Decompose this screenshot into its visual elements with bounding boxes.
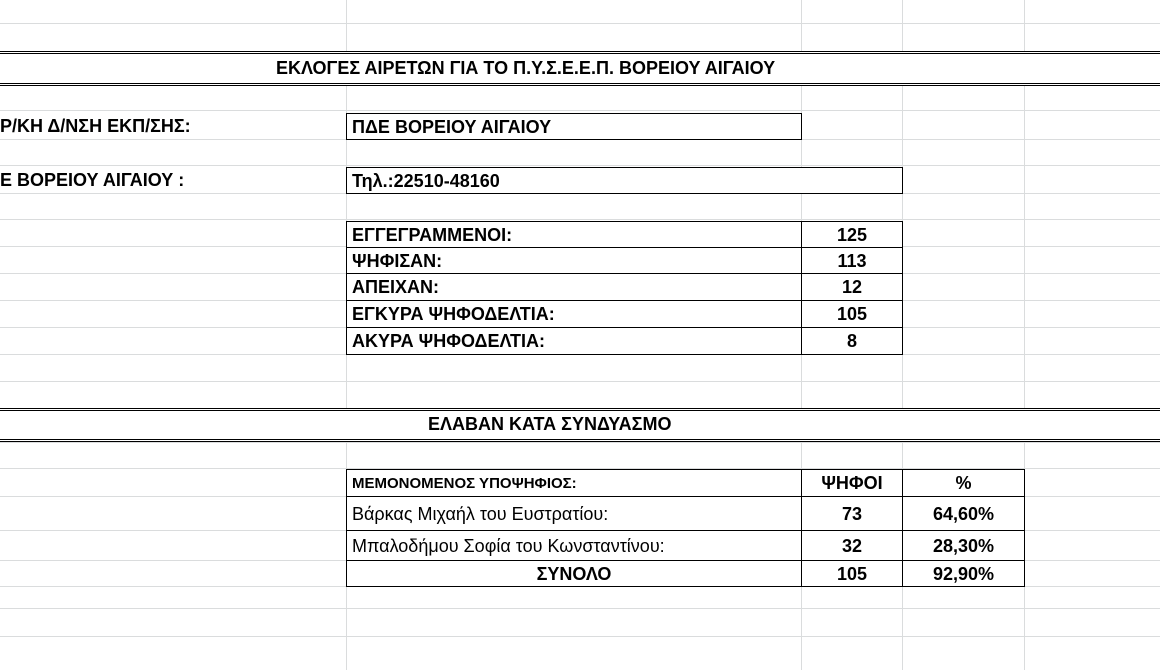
- stat-label-invalid[interactable]: ΑΚΥΡΑ ΨΗΦΟΔΕΛΤΙΑ:: [346, 327, 802, 355]
- gridline: [0, 442, 1160, 443]
- result-row-name[interactable]: Μπαλοδήμου Σοφία του Κωνσταντίνου:: [346, 530, 802, 561]
- gridline: [0, 165, 1160, 166]
- result-row-percent[interactable]: 28,30%: [902, 530, 1025, 561]
- stat-label-registered[interactable]: ΕΓΓΕΓΡΑΜΜΕΝΟΙ:: [346, 221, 802, 248]
- gridline: [0, 608, 1160, 609]
- sheet-title[interactable]: ΕΚΛΟΓΕΣ ΑΙΡΕΤΩΝ ΓΙΑ ΤΟ Π.Υ.Σ.Ε.Ε.Π. ΒΟΡΕΙΟΥ ΑΙΓΑΙΟΥ: [276, 58, 776, 78]
- result-row-percent[interactable]: 64,60%: [902, 496, 1025, 531]
- info-label-phone[interactable]: Ε ΒΟΡΕΙΟΥ ΑΙΓΑΙΟΥ :: [0, 170, 185, 190]
- info-value-directorate[interactable]: ΠΔΕ ΒΟΡΕΙΟΥ ΑΙΓΑΙΟΥ: [346, 113, 802, 140]
- results-total-label[interactable]: ΣΥΝΟΛΟ: [346, 560, 802, 587]
- info-value-phone[interactable]: Τηλ.:22510-48160: [346, 167, 903, 194]
- gridline: [0, 636, 1160, 637]
- gridline: [0, 23, 1160, 24]
- stat-label-abstained[interactable]: ΑΠΕΙΧΑΝ:: [346, 273, 802, 301]
- stat-value-valid[interactable]: 105: [801, 300, 903, 328]
- stat-value-abstained[interactable]: 12: [801, 273, 903, 301]
- stat-value-registered[interactable]: 125: [801, 221, 903, 248]
- results-header-candidate[interactable]: ΜΕΜΟΝΟΜΕΝΟΣ ΥΠΟΨΗΦΙΟΣ:: [346, 469, 802, 497]
- results-header-votes[interactable]: ΨΗΦΟΙ: [801, 469, 903, 497]
- section-title[interactable]: ΕΛΑΒΑΝ ΚΑΤΑ ΣΥΝΔΥΑΣΜΟ: [428, 414, 672, 434]
- stat-value-invalid[interactable]: 8: [801, 327, 903, 355]
- result-row-votes[interactable]: 73: [801, 496, 903, 531]
- gridline: [0, 219, 1160, 220]
- gridline: [0, 110, 1160, 111]
- gridline: [0, 381, 1160, 382]
- results-header-percent[interactable]: %: [902, 469, 1025, 497]
- result-row-votes[interactable]: 32: [801, 530, 903, 561]
- results-total-percent[interactable]: 92,90%: [902, 560, 1025, 587]
- results-total-votes[interactable]: 105: [801, 560, 903, 587]
- stat-label-voted[interactable]: ΨΗΦΙΣΑΝ:: [346, 247, 802, 274]
- info-label-directorate[interactable]: Ρ/ΚΗ Δ/ΝΣΗ ΕΚΠ/ΣΗΣ:: [0, 116, 191, 136]
- result-row-name[interactable]: Βάρκας Μιχαήλ του Ευστρατίου:: [346, 496, 802, 531]
- stat-label-valid[interactable]: ΕΓΚΥΡΑ ΨΗΦΟΔΕΛΤΙΑ:: [346, 300, 802, 328]
- stat-value-voted[interactable]: 113: [801, 247, 903, 274]
